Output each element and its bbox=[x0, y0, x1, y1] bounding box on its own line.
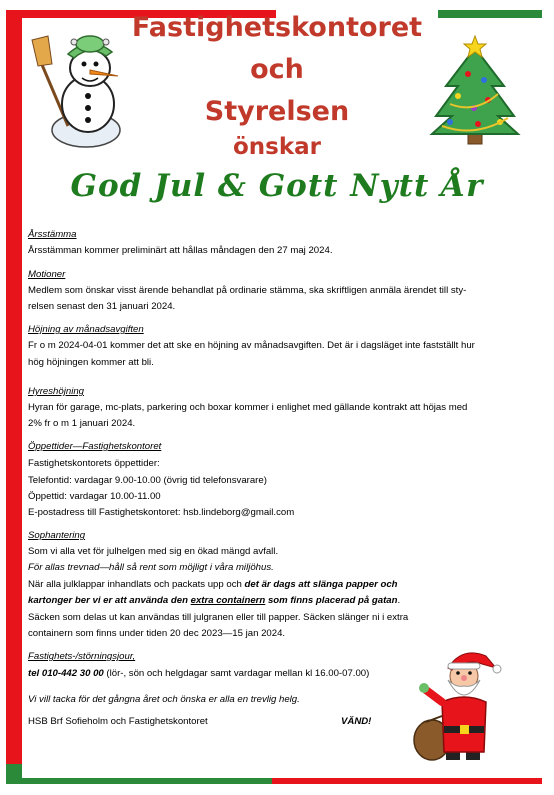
title-onskar: önskar bbox=[232, 134, 322, 160]
sophantering-line-3-normal: När alla julklappar inhandlats och packats upp och bbox=[28, 579, 245, 590]
sophantering-line-4-d: . bbox=[397, 595, 401, 606]
jour-phone: tel 010-442 30 00 bbox=[28, 668, 104, 679]
christmas-tree-icon bbox=[428, 34, 522, 150]
hojning-line-2: hög höjningen kommer att bli. bbox=[28, 357, 154, 368]
section-title-hojning: Höjning av månadsavgiften bbox=[28, 324, 144, 335]
sophantering-line-3-emphasis: det är dags att slänga papper och bbox=[244, 579, 398, 590]
section-title-hyreshojning: Hyreshöjning bbox=[28, 386, 84, 397]
sophantering-line-6: containern som finns under tiden 20 dec 2023—15 jan 2024. bbox=[28, 628, 286, 639]
closing-text: Vi vill tacka för det gångna året och önska er alla en trevlig helg. bbox=[28, 694, 300, 705]
motioner-line-1: Medlem som önskar visst ärende behandlat på ordinarie stämma, ska skriftligen anmäla ärendet till sty- bbox=[28, 285, 467, 296]
santa-icon bbox=[412, 646, 502, 764]
signature-text: HSB Brf Sofieholm och Fastighetskontoret bbox=[28, 716, 208, 727]
title-fastighetskontoret: Fastighetskontoret bbox=[131, 12, 423, 43]
oppettider-line-1: Fastighetskontorets öppettider: bbox=[28, 458, 160, 469]
hojning-line-1: Fr o m 2024-04-01 kommer det att ske en höjning av månadsavgiften. Det är i dagsläget inte fastställt hur bbox=[28, 340, 475, 351]
jour-hours: (lör-, sön och helgdagar samt vardagar mellan kl 16.00-07.00) bbox=[103, 668, 370, 679]
greeting-heading: God Jul & Gott Nytt År bbox=[70, 168, 484, 204]
sophantering-line-5: Säcken som delas ut kan användas till julgranen eller till papper. Säcken slänger ni i extra bbox=[28, 612, 409, 623]
section-title-sophantering: Sophantering bbox=[28, 530, 86, 541]
arsstamma-text: Årsstämman kommer preliminärt att hållas måndagen den 27 maj 2024. bbox=[28, 245, 333, 256]
sophantering-line-4-c: som finns placerad på gatan bbox=[265, 595, 398, 606]
sophantering-line-4-a: kartonger ber vi er att använda den bbox=[28, 595, 191, 606]
title-och: och bbox=[250, 54, 304, 85]
section-title-motioner: Motioner bbox=[28, 269, 66, 280]
section-title-arsstamma: Årsstämma bbox=[28, 229, 77, 240]
section-title-jour: Fastighets-/störningsjour, bbox=[28, 651, 136, 662]
sophantering-line-1: Som vi alla vet för julhelgen med sig en ökad mängd avfall. bbox=[28, 546, 279, 557]
snowman-icon bbox=[26, 30, 130, 148]
title-styrelsen: Styrelsen bbox=[204, 96, 350, 127]
section-title-oppettider: Öppettider—Fastighetskontoret bbox=[28, 441, 162, 452]
sophantering-line-3 bbox=[28, 579, 398, 590]
sophantering-line-4 bbox=[28, 595, 400, 606]
hyreshojning-line-1: Hyran för garage, mc-plats, parkering och boxar kommer i enlighet med gällande kontrakt att höjas med bbox=[28, 402, 468, 413]
oppettider-line-3: Öppettid: vardagar 10.00-11.00 bbox=[28, 491, 161, 502]
oppettider-email-line: E-postadress till Fastighetskontoret: hsb.lindeborg@gmail.com bbox=[28, 507, 295, 518]
jour-line bbox=[28, 668, 369, 679]
turn-over-label: VÄND! bbox=[341, 716, 372, 727]
hyreshojning-line-2: 2% fr o m 1 januari 2024. bbox=[28, 418, 136, 429]
motioner-line-2: relsen senast den 31 januari 2024. bbox=[28, 301, 176, 312]
sophantering-extra-container: extra containern bbox=[190, 595, 266, 606]
sophantering-line-2: För allas trevnad—håll så rent som möjligt i våra miljöhus. bbox=[28, 562, 274, 573]
oppettider-line-2: Telefontid: vardagar 9.00-10.00 (övrig tid telefonsvarare) bbox=[28, 475, 267, 486]
